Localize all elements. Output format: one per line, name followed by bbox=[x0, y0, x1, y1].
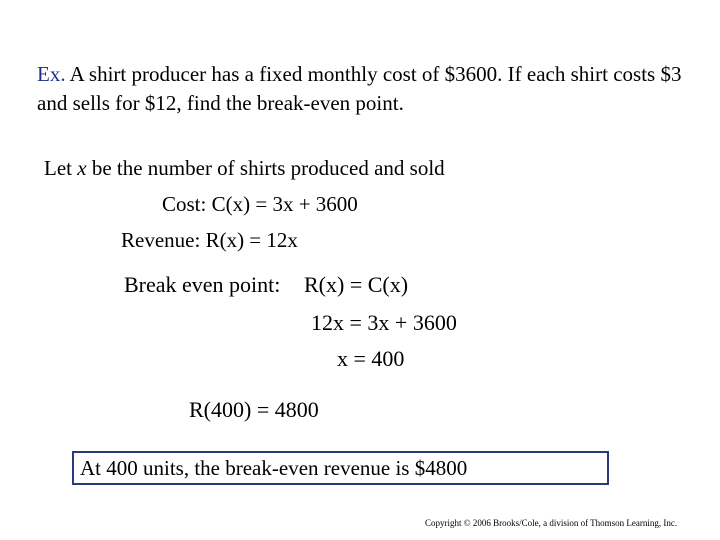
problem-text: A shirt producer has a fixed monthly cost of $3600. If each shirt costs $3 and sells for $12, find the break-even point. bbox=[37, 62, 682, 115]
variable-x: x bbox=[77, 156, 87, 180]
cost-label: Cost: bbox=[162, 192, 212, 216]
copyright-notice: Copyright © 2006 Brooks/Cole, a division of Thomson Learning, Inc. bbox=[425, 518, 678, 528]
answer-box: At 400 units, the break-even revenue is $4800 bbox=[72, 451, 609, 485]
break-even-equation-3: x = 400 bbox=[337, 346, 405, 371]
break-even-equation-2: 12x = 3x + 3600 bbox=[311, 310, 457, 335]
example-label: Ex. bbox=[37, 62, 66, 86]
revenue-function bbox=[121, 228, 298, 253]
break-even-revenue: R(400) = 4800 bbox=[189, 397, 319, 422]
revenue-equation: R(x) = 12x bbox=[205, 228, 298, 252]
cost-equation: C(x) = 3x + 3600 bbox=[211, 192, 358, 216]
break-even-equation-1: R(x) = C(x) bbox=[304, 272, 409, 297]
variable-definition: Let x be the number of shirts produced and sold bbox=[44, 156, 445, 180]
revenue-label: Revenue: bbox=[121, 228, 206, 252]
break-even-label: Break even point: bbox=[124, 272, 281, 297]
problem-statement bbox=[37, 60, 697, 118]
cost-function bbox=[162, 192, 358, 217]
